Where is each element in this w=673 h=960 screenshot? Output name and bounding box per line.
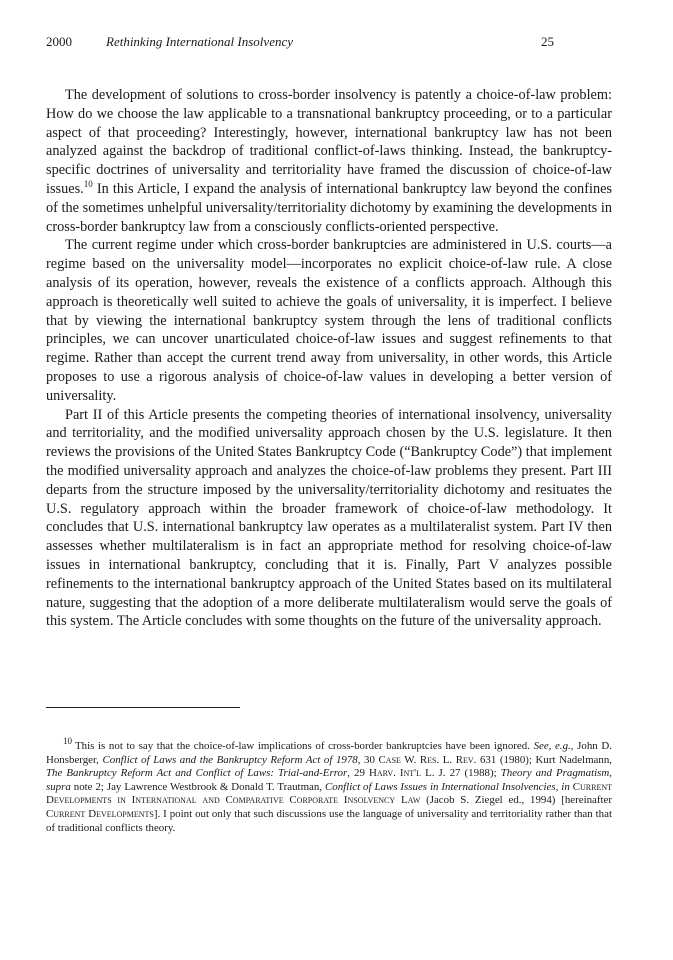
paragraph-3: Part II of this Article presents the competing theories of international insolvency, universality and territoriality, and the modified universality approach chosen by the U.S. legislature. It then reviews the provisions of the United States Bankruptcy Code (“Bankruptcy Code”) that implement the modified universality approach and analyzes the choice-of-law problems they present. Part III departs from the structure imposed by the universality/territoriality dichotomy and resituates the U.S. regulatory approach within the broader framework of choice-of-law methodology. It concludes that U.S. international bankruptcy law operates as a multilateralist system. Part IV then assesses whether multilateralism is in fact an appropriate method for resolving choice-of-law issues in international bankruptcy, concluding that it is. Finally, Part V analyzes possible refinements to the international bankruptcy approach of the United States based on its multilateral nature, suggesting that the adoption of a more deliberate multilateralism would serve the goals of this system. The Article concludes with some thoughts on the future of the universality approach. <box>46 406 612 630</box>
header-year: 2000 <box>46 34 72 49</box>
fn-signal: See, e.g. <box>533 740 571 752</box>
fn-text: note 2; Jay Lawrence Westbrook & Donald T. Trautman, <box>70 780 325 793</box>
fn-cite-title: Conflict of Laws and the Bankruptcy Reform Act of 1978 <box>102 753 358 766</box>
fn-text: , John D. Honsberger, <box>46 740 612 766</box>
fn-text: ]. I point out only that such discussions use the language of universality and territoriality rather than that of traditional conflicts theory. <box>46 807 612 834</box>
fn-text: , 29 <box>347 767 369 780</box>
fn-signal: in <box>561 780 570 793</box>
fn-cite-title: Conflict of Laws Issues in International Insolvencies <box>325 780 556 793</box>
paragraph-2: The current regime under which cross-border bankruptcies are administered in U.S. courts—a regime based on the universality model—incorporates no explicit choice-of-law rule. A close analysis of its operation, however, reveals the existence of a conflicts approach. Although this approach is theoretically well suited to achieve the goals of universality, it is imperfect. I believe that by viewing the international bankruptcy system through the lens of traditional conflicts principles, we can uncover unarticulated choice-of-law issues and suggest refinements to that regime. Rather than accept the current trend away from universality, in other words, this Article proposes to use a rigorous analysis of choice-of-law values in developing a better version of universality. <box>46 237 612 404</box>
page-number: 25 <box>541 34 554 49</box>
running-header <box>46 34 600 50</box>
paragraph-1-text: The development of solutions to cross-border insolvency is patently a choice-of-law problem: How do we choose the law applicable to a transnational bankruptcy proceeding, or to a particular aspect of that proceeding? Interestingly, however, international bankruptcy law has not been analyzed against the backdrop of traditional conflict-of-laws thinking. Instead, the bankruptcy-specific doctrines of universality and territoriality have framed the discussion of choice-of-law issues. <box>46 87 612 197</box>
paragraph-1-text-cont: In this Article, I expand the analysis of international bankruptcy law beyond the confines of the sometimes unhelpful universality/territoriality dichotomy by examining the developments in cross-border bankruptcy law from a consciously conflicts-oriented perspective. <box>46 180 612 235</box>
footnote-ref-10[interactable]: 10 <box>83 179 93 190</box>
fn-journal: Case W. Res. L. Rev. <box>378 753 477 766</box>
fn-journal: Harv. Int'l L. J. <box>368 767 446 780</box>
fn-text: 27 (1988); <box>445 767 501 780</box>
fn-text: 631 (1980); Kurt Nadelmann, <box>476 753 612 766</box>
footnote-10 <box>46 736 612 835</box>
fn-text: , <box>555 780 562 793</box>
fn-cite-title: Theory and Pragmatism, supra <box>46 767 612 793</box>
header-title: Rethinking International Insolvency <box>106 34 294 49</box>
fn-short-title: Current Developments <box>46 807 154 820</box>
fn-cite-title: The Bankruptcy Reform Act and Conflict of Laws: Trial-and-Error <box>46 767 348 780</box>
fn-text: (Jacob S. Ziegel ed., 1994) [hereinafter <box>420 794 612 807</box>
footnote-divider <box>46 707 240 708</box>
body-text <box>46 86 612 631</box>
footnote-number: 10 <box>63 736 72 747</box>
fn-text: , 30 <box>357 753 379 766</box>
fn-book-title: Current Developments in International and Comparative Corporate Insolvency Law <box>46 780 612 807</box>
paragraph-1 <box>46 86 612 236</box>
fn-text: This is not to say that the choice-of-law implications of cross-border bankruptcies have been ignored. <box>75 740 534 752</box>
